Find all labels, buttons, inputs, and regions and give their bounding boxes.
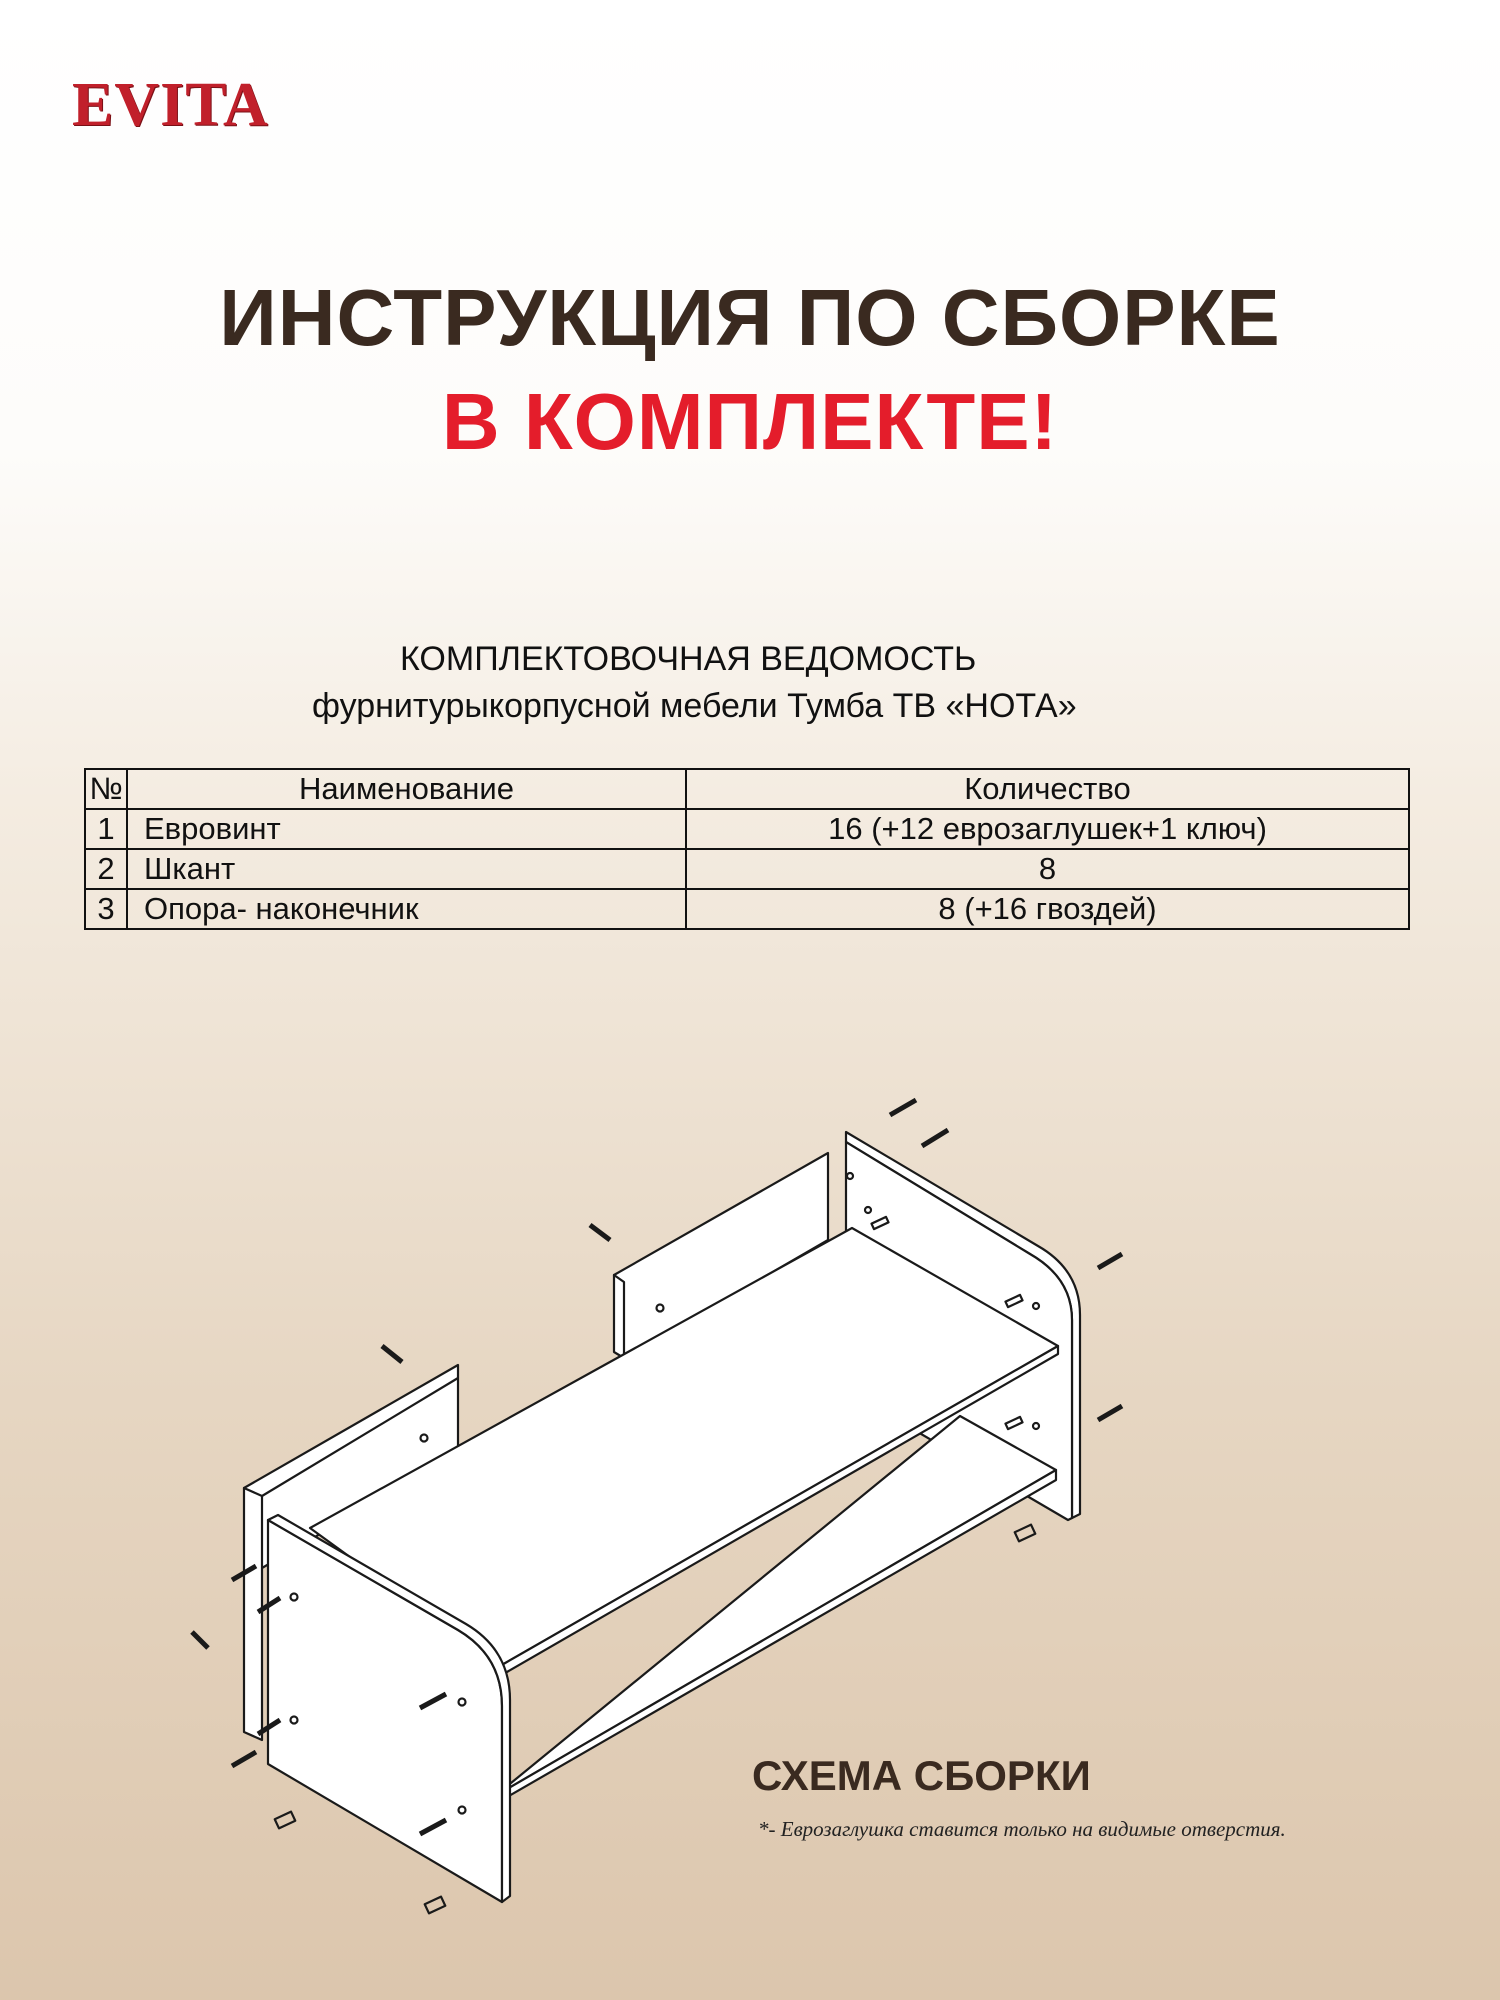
row-qty: 16 (+12 еврозаглушек+1 ключ) xyxy=(686,809,1409,849)
row-name: Евровинт xyxy=(127,809,686,849)
row-qty: 8 (+16 гвоздей) xyxy=(686,889,1409,929)
page-title: ИНСТРУКЦИЯ ПО СБОРКЕ xyxy=(219,273,1281,362)
row-name: Шкант xyxy=(127,849,686,889)
spec-subtitle: фурнитурыкорпусной мебели Тумба ТВ «НОТА» xyxy=(312,687,1077,725)
row-num: 1 xyxy=(85,809,127,849)
evita-logo: EVITA xyxy=(72,71,269,139)
column-header-qty: Количество xyxy=(686,769,1409,809)
column-header-name: Наименование xyxy=(127,769,686,809)
scheme-footnote: *- Еврозаглушка ставится только на видимые отверстия. xyxy=(758,1817,1286,1841)
row-qty: 8 xyxy=(686,849,1409,889)
row-num: 3 xyxy=(85,889,127,929)
column-header-num: № xyxy=(85,769,127,809)
scheme-title: СХЕМА СБОРКИ xyxy=(752,1752,1091,1799)
page-subtitle-highlight: В КОМПЛЕКТЕ! xyxy=(441,377,1059,466)
spec-title: КОМПЛЕКТОВОЧНАЯ ВЕДОМОСТЬ xyxy=(400,640,977,678)
row-num: 2 xyxy=(85,849,127,889)
row-name: Опора- наконечник xyxy=(127,889,686,929)
